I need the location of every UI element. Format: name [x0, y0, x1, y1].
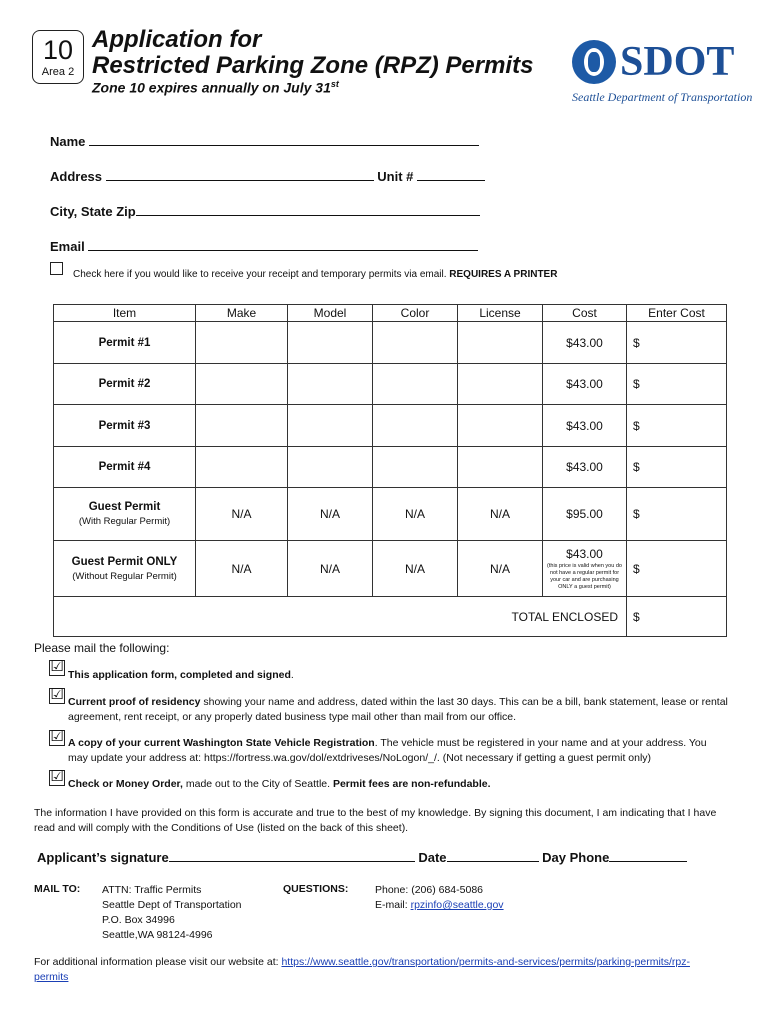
email-link[interactable]: rpzinfo@seattle.gov [410, 899, 504, 911]
license-cell: N/A [458, 488, 543, 541]
col-header-item: Item [54, 305, 196, 322]
requirement-bold: Current proof of residency [68, 696, 201, 708]
row-item [54, 541, 196, 597]
address-line[interactable] [106, 168, 374, 181]
checkmark-icon: ☑ [50, 768, 64, 785]
requirement-item [68, 736, 728, 766]
license-cell[interactable] [458, 364, 543, 405]
mail-line: Seattle Dept of Transportation [102, 899, 242, 911]
total-label: TOTAL ENCLOSED [54, 597, 627, 637]
permit-table [53, 304, 727, 637]
model-cell[interactable] [288, 364, 373, 405]
enter-cost-cell[interactable]: $ [627, 364, 727, 405]
email-label: Email [50, 239, 85, 254]
mail-address [102, 883, 242, 943]
license-cell[interactable] [458, 405, 543, 447]
color-cell: N/A [373, 541, 458, 597]
row-item-label: Guest Permit [88, 501, 161, 513]
color-cell[interactable] [373, 322, 458, 364]
unit-line[interactable] [417, 168, 485, 181]
table-row [54, 447, 727, 488]
email-prefix: E-mail: [375, 899, 411, 911]
day-phone-label: Day Phone [542, 850, 610, 865]
enter-cost-cell[interactable]: $ [627, 405, 727, 447]
name-label: Name [50, 134, 86, 149]
email-field[interactable] [50, 238, 478, 254]
checkmark-icon: ☑ [50, 658, 64, 675]
date-line[interactable] [447, 849, 539, 862]
color-cell[interactable] [373, 405, 458, 447]
phone-number: Phone: (206) 684-5086 [375, 884, 483, 896]
make-cell: N/A [196, 488, 288, 541]
name-line[interactable] [89, 133, 479, 146]
row-item: Permit #4 [54, 447, 196, 488]
row-item [54, 488, 196, 541]
total-value-cell[interactable]: $ [627, 597, 727, 637]
make-cell: N/A [196, 541, 288, 597]
row-item-sub: (With Regular Permit) [78, 516, 171, 527]
make-cell[interactable] [196, 322, 288, 364]
questions-label: QUESTIONS: [283, 883, 349, 895]
col-header-license: License [458, 305, 543, 322]
color-cell[interactable] [373, 364, 458, 405]
model-cell[interactable] [288, 322, 373, 364]
color-cell[interactable] [373, 447, 458, 488]
make-cell[interactable] [196, 405, 288, 447]
license-cell: N/A [458, 541, 543, 597]
day-phone-line[interactable] [609, 849, 687, 862]
requirement-item [68, 668, 728, 683]
email-receipt-option [73, 269, 557, 280]
logo-text: SDOT [620, 39, 735, 85]
cost-cell: $43.00 [543, 364, 627, 405]
make-cell[interactable] [196, 447, 288, 488]
requirement-bold: A copy of your current Washington State Vehicle Registration [68, 737, 375, 749]
expiry-text: Zone 10 expires annually on July 31 [92, 79, 331, 96]
model-cell[interactable] [288, 447, 373, 488]
table-row [54, 405, 727, 447]
zone-badge [32, 30, 84, 84]
cost-cell: $43.00 [543, 447, 627, 488]
date-label: Date [418, 850, 447, 865]
cost-note: (this price is valid when you do not have a regular permit for your car and are purchasing ONLY a guest permit) [547, 562, 622, 590]
city-line[interactable] [136, 203, 480, 216]
checkmark-icon: ☑ [50, 728, 64, 745]
title-line-2: Restricted Parking Zone (RPZ) Permits [92, 52, 534, 79]
model-cell: N/A [288, 541, 373, 597]
footer-note [34, 955, 724, 985]
requirement-item [68, 695, 728, 725]
expiry-suffix: st [330, 79, 339, 89]
requirement-bold-2: Permit fees are non-refundable. [332, 778, 491, 790]
requirement-text: showing your name and address, dated within the last 30 days. This can be a bill, bank statement, lease or rental agreement, rent receipt, or any properly dated business type mail other than mail from our office. [68, 696, 728, 723]
address-label: Address [50, 169, 103, 184]
requirement-text: . [290, 669, 294, 681]
requirement-text: made out to the City of Seattle. [182, 778, 333, 790]
enter-cost-cell[interactable]: $ [627, 488, 727, 541]
checkmark-icon: ☑ [50, 686, 64, 703]
row-item: Permit #3 [54, 405, 196, 447]
mail-to-label: MAIL TO: [34, 883, 81, 895]
zone-area: Area 2 [41, 66, 75, 78]
row-item: Permit #1 [54, 322, 196, 364]
row-item-sub: (Without Regular Permit) [72, 570, 177, 582]
name-field[interactable] [50, 133, 479, 149]
col-header-color: Color [373, 305, 458, 322]
city-label: City, State Zip [50, 204, 136, 219]
table-header-row [54, 305, 727, 322]
mail-heading: Please mail the following: [34, 641, 170, 655]
mail-line: Seattle,WA 98124-4996 [102, 929, 213, 941]
row-item-label: Guest Permit ONLY [71, 555, 178, 568]
requirement-item [68, 777, 728, 792]
total-row [54, 597, 727, 637]
enter-cost-cell[interactable]: $ [627, 322, 727, 364]
website-link[interactable]: https://www.seattle.gov/transportation/permits-and-services/permits/parking-permits/rpz-permits [34, 956, 690, 983]
table-row [54, 364, 727, 405]
cost-cell [543, 541, 627, 597]
col-header-cost: Cost [543, 305, 627, 322]
model-cell: N/A [288, 488, 373, 541]
logo-subtitle: Seattle Department of Transportation [572, 90, 753, 104]
unit-label: Unit # [377, 169, 414, 184]
license-cell[interactable] [458, 322, 543, 364]
sdot-logo [570, 36, 753, 106]
enter-cost-cell[interactable]: $ [627, 447, 727, 488]
requirement-bold: This application form, completed and signed [68, 669, 291, 681]
mail-line: ATTN: Traffic Permits [102, 884, 202, 896]
email-line[interactable] [88, 238, 478, 251]
signature-row[interactable] [37, 849, 687, 865]
row-item: Permit #2 [54, 364, 196, 405]
zone-number: 10 [42, 35, 74, 65]
table-row [54, 488, 727, 541]
color-cell: N/A [373, 488, 458, 541]
license-cell[interactable] [458, 447, 543, 488]
cost-cell: $43.00 [543, 405, 627, 447]
col-header-make: Make [196, 305, 288, 322]
make-cell[interactable] [196, 364, 288, 405]
declaration-text: The information I have provided on this form is accurate and true to the best of my knowledge. By signing this document, I am indicating that I have read and will comply with the Conditions of Use (listed on the back of this sheet). [34, 807, 717, 834]
cost-cell: $95.00 [543, 488, 627, 541]
signature-line[interactable] [169, 849, 415, 862]
cost-cell: $43.00 [543, 322, 627, 364]
col-header-model: Model [288, 305, 373, 322]
email-option-text: Check here if you would like to receive your receipt and temporary permits via email. [73, 269, 447, 280]
seattle-seal-icon [572, 40, 616, 84]
signature-label: Applicant’s signature [37, 850, 169, 865]
questions-info [375, 883, 504, 913]
expiry-note [92, 79, 339, 96]
address-field[interactable] [50, 168, 485, 184]
email-contact [375, 898, 504, 913]
model-cell[interactable] [288, 405, 373, 447]
email-option-requirement: REQUIRES A PRINTER [449, 269, 558, 280]
mail-line: P.O. Box 34996 [102, 914, 175, 926]
enter-cost-cell[interactable]: $ [627, 541, 727, 597]
table-row [54, 322, 727, 364]
cost-value: $43.00 [566, 546, 603, 561]
footer-text: For additional information please visit our website at: [34, 956, 282, 968]
col-header-enter-cost: Enter Cost [627, 305, 727, 322]
city-field[interactable] [50, 203, 480, 219]
email-receipt-checkbox[interactable] [50, 262, 63, 275]
table-row [54, 541, 727, 597]
title-line-1: Application for [92, 26, 262, 53]
requirement-text: . The vehicle must be registered in your name and at your address. You may update your address at: https://fortress.wa.gov/dol/extdriveses/NoLogon/_/. (Not necessary if getting a guest permit only) [68, 737, 707, 764]
requirement-bold: Check or Money Order, [68, 778, 183, 790]
